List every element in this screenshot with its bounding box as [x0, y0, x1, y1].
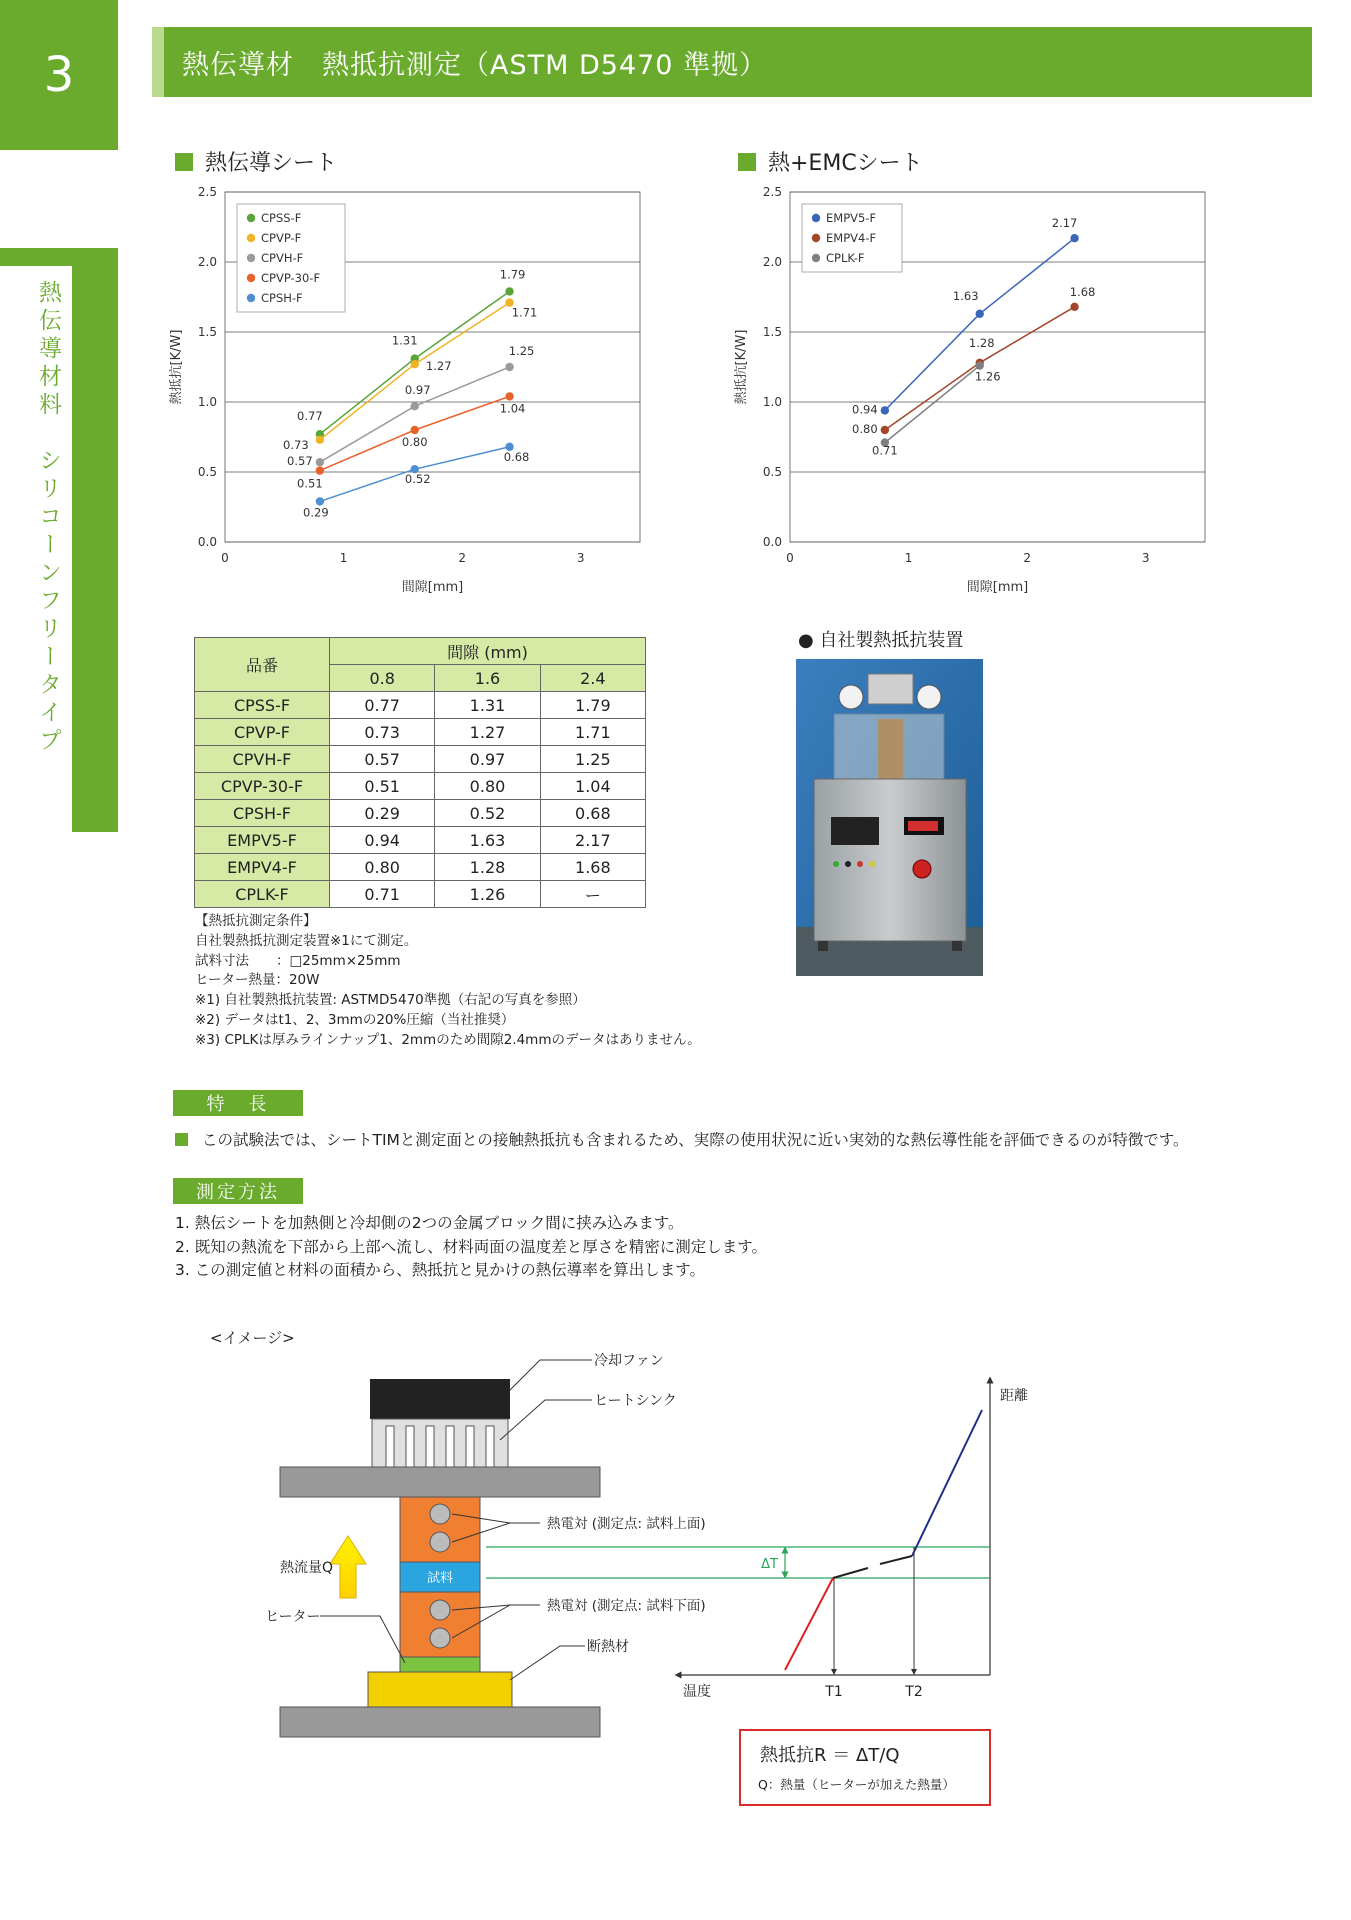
series-line	[885, 366, 980, 443]
value-cell: 1.79	[540, 692, 645, 719]
heat-flow-label: 熱流量Q	[280, 1560, 334, 1576]
x-tick-label: 0	[221, 551, 229, 565]
features-text-row	[175, 1128, 1305, 1150]
measurement-conditions	[195, 912, 755, 1051]
data-point	[1070, 234, 1078, 242]
thermal-emc-sheet-chart	[725, 180, 1225, 610]
conditions-title: 【熱抵抗測定条件】	[195, 913, 317, 929]
data-point	[411, 360, 419, 368]
x-tick-label: 0	[786, 551, 794, 565]
data-label: 0.68	[503, 449, 530, 464]
data-point	[505, 363, 513, 371]
table-header-gap-value: 2.4	[540, 665, 645, 692]
top-plate	[280, 1467, 600, 1497]
heat-sink	[372, 1419, 508, 1467]
header-bar	[152, 27, 1312, 97]
features-badge: 特 長	[173, 1090, 303, 1116]
value-cell: 0.71	[330, 881, 435, 908]
data-label: 0.97	[404, 383, 431, 398]
chart-right-title: 熱+EMCシート	[768, 151, 923, 176]
thermocouple-icon	[430, 1532, 450, 1552]
value-cell: 0.77	[330, 692, 435, 719]
data-point	[411, 402, 419, 410]
table-row	[195, 692, 646, 719]
thermal-sheet-chart	[160, 180, 660, 610]
method-step: 3. この測定値と材料の面積から、熱抵抗と見かけの熱伝導率を算出します。	[175, 1261, 705, 1279]
distance-label: 距離	[1000, 1388, 1028, 1404]
data-label: 1.31	[391, 333, 418, 348]
data-point	[505, 287, 513, 295]
data-label: 1.26	[974, 369, 1001, 384]
table-row	[195, 719, 646, 746]
method-badge: 測定方法	[173, 1178, 303, 1204]
data-point	[316, 466, 324, 474]
table-header-gap-value: 1.6	[435, 665, 540, 692]
y-axis-label: 熱抵抗[K/W]	[734, 329, 749, 405]
x-axis-label: 間隙[mm]	[401, 580, 464, 595]
table-row	[195, 827, 646, 854]
insulator-label: 断熱材	[587, 1639, 629, 1655]
value-cell: 0.80	[330, 854, 435, 881]
y-tick-label: 0.0	[762, 535, 782, 549]
value-cell: 0.29	[330, 800, 435, 827]
value-cell: 1.31	[435, 692, 540, 719]
x-tick-label: 1	[904, 551, 913, 565]
legend-label: CPVH-F	[261, 251, 304, 265]
legend-label: EMPV4-F	[826, 231, 877, 245]
data-label: 1.28	[968, 335, 995, 350]
method-steps	[175, 1212, 767, 1283]
chart-left-heading	[175, 146, 337, 177]
data-point	[316, 458, 324, 466]
legend-label: CPVP-F	[261, 231, 302, 245]
t2-label: T2	[905, 1684, 923, 1700]
thermocouple-icon	[430, 1504, 450, 1524]
data-label: 0.52	[404, 472, 431, 487]
data-label: 1.25	[508, 344, 535, 358]
legend-marker	[247, 294, 255, 302]
data-point	[505, 392, 513, 400]
product-name-cell: EMPV4-F	[195, 854, 330, 881]
table-row	[195, 854, 646, 881]
data-label: 1.63	[952, 288, 979, 303]
header-accent	[152, 27, 164, 97]
diagram-image-label: <イメージ>	[210, 1329, 295, 1347]
data-label: 0.73	[283, 437, 309, 452]
product-name-cell: CPSS-F	[195, 692, 330, 719]
heat-sink-label: ヒートシンク	[594, 1393, 677, 1409]
value-cell: 0.52	[435, 800, 540, 827]
value-cell: 1.26	[435, 881, 540, 908]
formula-box	[740, 1730, 990, 1805]
table-row	[195, 800, 646, 827]
test-apparatus-photo	[796, 659, 983, 976]
y-tick-label: 1.0	[197, 395, 217, 409]
table-row	[195, 746, 646, 773]
photo-title: ● 自社製熱抵抗装置	[798, 630, 964, 651]
cooling-fan	[370, 1379, 510, 1419]
value-cell: 0.73	[330, 719, 435, 746]
table-header-gap-value: 0.8	[330, 665, 435, 692]
data-label: 1.79	[499, 267, 526, 282]
x-tick-label: 3	[1141, 551, 1150, 565]
x-tick-label: 1	[339, 551, 348, 565]
heat-flow-arrow-icon	[330, 1536, 366, 1598]
series-line	[320, 303, 510, 440]
condition-line: 自社製熱抵抗測定装置※1にて測定。	[195, 932, 418, 949]
condition-line: 試料寸法 ：□25mm×25mm	[195, 952, 401, 969]
data-label: 2.17	[1051, 216, 1078, 231]
chart-right-heading	[738, 146, 923, 177]
value-cell: 1.27	[435, 719, 540, 746]
y-tick-label: 2.5	[197, 185, 217, 199]
product-name-cell: CPVP-30-F	[195, 773, 330, 800]
formula-note: Q：熱量（ヒーターが加えた熱量）	[758, 1777, 955, 1792]
thermal-resistance-table	[194, 637, 646, 908]
data-point	[316, 436, 324, 444]
value-cell: 0.51	[330, 773, 435, 800]
table-header-gap: 間隙 (mm)	[330, 638, 646, 665]
data-label: 0.57	[287, 454, 313, 469]
square-bullet-icon	[175, 153, 193, 171]
page-number: 3	[0, 0, 118, 150]
insulator	[368, 1672, 512, 1707]
y-tick-label: 0.5	[762, 465, 782, 479]
table-header-product: 品番	[195, 638, 330, 692]
data-point	[976, 310, 984, 318]
lower-gradient-line	[785, 1578, 833, 1670]
base-plate	[280, 1707, 600, 1737]
value-cell: 0.57	[330, 746, 435, 773]
thermocouple-icon	[430, 1600, 450, 1620]
cooling-fan-label: 冷却ファン	[594, 1353, 664, 1369]
legend-marker	[812, 214, 820, 222]
data-point	[976, 361, 984, 369]
chart-left-title: 熱伝導シート	[205, 151, 338, 176]
product-name-cell: CPLK-F	[195, 881, 330, 908]
data-label: 1.04	[499, 401, 526, 416]
data-label: 0.94	[852, 402, 878, 417]
legend-marker	[247, 274, 255, 282]
data-label: 0.80	[852, 422, 878, 436]
data-label: 0.71	[872, 443, 898, 458]
data-label: 0.29	[303, 505, 329, 520]
x-tick-label: 2	[1023, 551, 1031, 565]
y-axis-label: 熱抵抗[K/W]	[169, 329, 184, 405]
legend-marker	[247, 234, 255, 242]
t1-label: T1	[825, 1684, 843, 1700]
square-bullet-icon	[175, 1133, 188, 1146]
product-name-cell: CPSH-F	[195, 800, 330, 827]
data-label: 1.71	[511, 305, 538, 320]
legend-label: EMPV5-F	[826, 211, 877, 225]
value-cell: 0.68	[540, 800, 645, 827]
y-tick-label: 2.0	[762, 255, 782, 269]
legend-label: CPVP-30-F	[261, 271, 321, 285]
method-step: 1. 熱伝シートを加熱側と冷却側の2つの金属ブロック間に挟み込みます。	[175, 1214, 684, 1232]
data-label: 0.51	[297, 476, 323, 491]
delta-t-label: ΔT	[761, 1557, 778, 1572]
value-cell: 1.63	[435, 827, 540, 854]
value-cell: 1.68	[540, 854, 645, 881]
y-tick-label: 0.5	[197, 465, 217, 479]
temperature-label: 温度	[683, 1684, 711, 1700]
sample-label: 試料	[426, 1571, 454, 1586]
value-cell: 0.97	[435, 746, 540, 773]
value-cell: 1.25	[540, 746, 645, 773]
condition-line: ※3) CPLKは厚みラインナップ1、2mmのため間隙2.4mmのデータはありません。	[195, 1031, 701, 1048]
thermocouple-icon	[430, 1628, 450, 1648]
y-tick-label: 1.0	[762, 395, 782, 409]
value-cell: 0.80	[435, 773, 540, 800]
data-label: 0.80	[401, 435, 428, 449]
legend-marker	[812, 234, 820, 242]
table-row	[195, 773, 646, 800]
data-label: 0.77	[297, 409, 323, 424]
value-cell: 0.94	[330, 827, 435, 854]
legend-marker	[812, 254, 820, 262]
square-bullet-icon	[738, 153, 756, 171]
condition-line: ※1) 自社製熱抵抗装置: ASTMD5470準拠（右記の写真を参照）	[195, 992, 586, 1009]
data-point	[881, 406, 889, 414]
data-point	[881, 426, 889, 434]
thermocouple-bottom-label: 熱電対 (測定点: 試料下面)	[547, 1598, 706, 1614]
y-tick-label: 0.0	[197, 535, 217, 549]
formula-text: 熱抵抗R ＝ ΔT/Q	[760, 1745, 900, 1766]
table-row	[195, 881, 646, 908]
value-cell: 2.17	[540, 827, 645, 854]
x-tick-label: 2	[458, 551, 466, 565]
value-cell: 1.04	[540, 773, 645, 800]
condition-line: ※2) データはt1、2、3mmの20%圧縮（当社推奨）	[195, 1011, 515, 1028]
product-name-cell: CPVP-F	[195, 719, 330, 746]
side-label: 熱伝導材料 シリコーンフリータイプ	[35, 280, 61, 756]
measurement-diagram	[0, 1320, 1351, 1820]
value-cell: 1.28	[435, 854, 540, 881]
product-name-cell: CPVH-F	[195, 746, 330, 773]
upper-gradient-line	[912, 1410, 982, 1556]
y-tick-label: 2.5	[762, 185, 782, 199]
x-axis-label: 間隙[mm]	[966, 580, 1029, 595]
product-name-cell: EMPV5-F	[195, 827, 330, 854]
data-point	[411, 426, 419, 434]
data-point	[316, 497, 324, 505]
thermocouple-top-label: 熱電対 (測定点: 試料上面)	[547, 1516, 706, 1532]
heater-label: ヒーター	[265, 1609, 321, 1625]
value-cell: 1.71	[540, 719, 645, 746]
y-tick-label: 2.0	[197, 255, 217, 269]
heater	[400, 1657, 480, 1672]
legend-marker	[247, 254, 255, 262]
page-title: 熱伝導材 熱抵抗測定（ASTM D5470 準拠）	[182, 49, 768, 81]
data-label: 1.27	[425, 359, 452, 374]
condition-line: ヒーター熱量：20W	[195, 972, 320, 989]
legend-label: CPLK-F	[826, 251, 865, 265]
legend-label: CPSS-F	[261, 211, 302, 225]
data-label: 1.68	[1069, 284, 1096, 299]
features-text: この試験法では、シートTIMと測定面との接触熱抵抗も含まれるため、実際の使用状況に近い実効的な熱伝導性能を評価できるのが特徴です。	[202, 1131, 1189, 1149]
legend-label: CPSH-F	[261, 291, 303, 305]
method-step: 2. 既知の熱流を下部から上部へ流し、材料両面の温度差と厚さを精密に測定します。	[175, 1237, 767, 1256]
x-tick-label: 3	[576, 551, 585, 565]
data-point	[1070, 303, 1078, 311]
y-tick-label: 1.5	[197, 325, 217, 339]
legend-marker	[247, 214, 255, 222]
value-cell: ー	[540, 881, 645, 908]
y-tick-label: 1.5	[762, 325, 782, 339]
